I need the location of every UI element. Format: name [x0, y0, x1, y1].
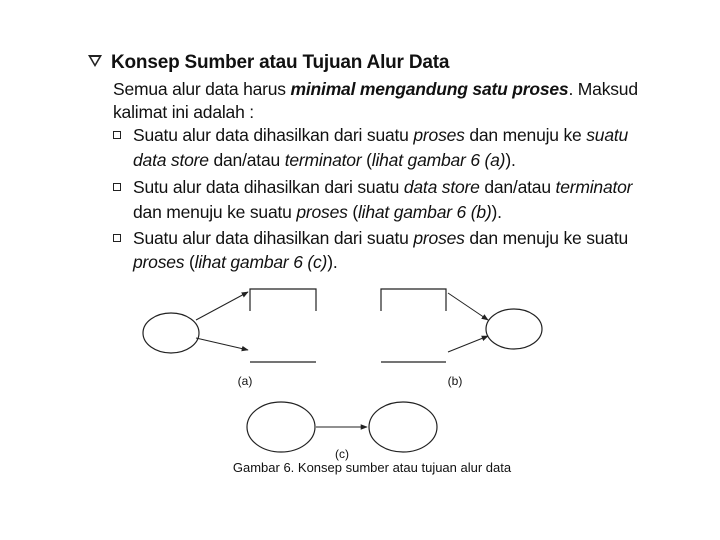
bullet-italic: proses — [133, 252, 185, 272]
bullet-italic: proses — [413, 125, 465, 145]
process-circle-c-2 — [369, 402, 437, 452]
process-circle-a — [143, 313, 199, 353]
bullet-italic: proses — [296, 202, 348, 222]
slide-title: Konsep Sumber atau Tujuan Alur Data — [111, 52, 450, 73]
label-c: (c) — [335, 447, 349, 461]
bullet-italic: data store — [403, 177, 480, 197]
bullet-text: dan menuju ke suatu — [133, 202, 297, 222]
figure-caption: Gambar 6. Konsep sumber atau tujuan alur data — [232, 460, 512, 475]
bullet-text: ( — [347, 202, 358, 222]
bullet-italic: suatu — [586, 125, 629, 145]
bullet-text: ( — [361, 150, 372, 170]
label-b: (b) — [447, 374, 463, 388]
intro-emphasis: minimal mengandung satu proses — [290, 79, 569, 99]
bullet-text: ( — [184, 252, 195, 272]
bullet-text: dan menuju ke suatu — [464, 228, 629, 248]
bullet-text: Sutu alur data dihasilkan dari suatu — [133, 177, 404, 197]
bullet-italic: lihat gambar 6 (b) — [357, 202, 492, 222]
terminator-box-a — [250, 289, 316, 311]
bullet-text: ). — [505, 150, 516, 170]
terminator-box-b — [381, 289, 446, 311]
bullet-text: dan/atau — [208, 150, 285, 170]
bullet-text: ). — [327, 252, 338, 272]
bullet-text: ). — [491, 202, 502, 222]
bullet-italic: terminator — [284, 150, 362, 170]
intro-text-end: . Maksud — [568, 79, 638, 99]
bullet-text: dan menuju ke — [464, 125, 587, 145]
bullet-italic: lihat gambar 6 (a) — [371, 150, 506, 170]
bullet-italic: terminator — [555, 177, 633, 197]
flow-arrow-b-1 — [448, 293, 488, 320]
intro-line-2: kalimat ini adalah : — [113, 102, 254, 122]
intro-text: Semua alur data harus — [113, 79, 291, 99]
bullet-italic: proses — [413, 228, 465, 248]
bullet-italic: data store — [133, 150, 209, 170]
flow-arrow-a-1 — [196, 292, 248, 320]
bullet-text: Suatu alur data dihasilkan dari suatu — [133, 125, 414, 145]
bullet-italic: lihat gambar 6 (c) — [194, 252, 328, 272]
process-circle-b — [486, 309, 542, 349]
flow-arrow-b-2 — [448, 336, 488, 352]
bullet-text: dan/atau — [479, 177, 556, 197]
flow-arrow-a-2 — [196, 338, 248, 350]
bullet-text: Suatu alur data dihasilkan dari suatu — [133, 228, 414, 248]
process-circle-c-1 — [247, 402, 315, 452]
label-a: (a) — [237, 374, 253, 388]
